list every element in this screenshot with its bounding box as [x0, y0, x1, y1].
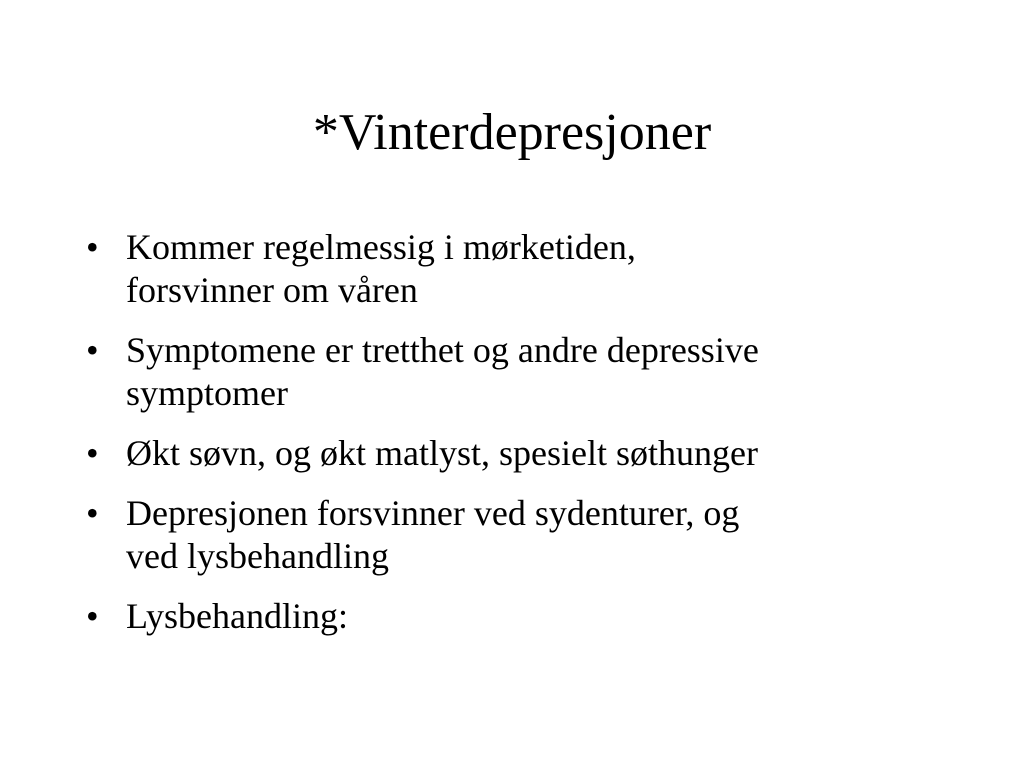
- list-item: [86, 329, 986, 415]
- bullet-text-line-1: Lysbehandling:: [126, 596, 348, 636]
- list-item: [86, 595, 986, 638]
- bullet-icon: •: [86, 227, 99, 267]
- list-item: [86, 492, 986, 578]
- slide-title: *Vinterdepresjoner: [312, 104, 712, 161]
- bullet-text-line-1: Økt søvn, og økt matlyst, spesielt søthunger: [126, 433, 758, 473]
- list-item: [86, 432, 986, 475]
- bullet-text-line-2: ved lysbehandling: [126, 536, 389, 576]
- bullet-text-line-1: Kommer regelmessig i mørketiden,: [126, 227, 636, 267]
- bullet-list: [86, 226, 986, 655]
- bullet-icon: •: [86, 596, 99, 636]
- bullet-icon: •: [86, 330, 99, 370]
- bullet-icon: •: [86, 433, 99, 473]
- bullet-text-line-1: Symptomene er tretthet og andre depressive: [126, 330, 759, 370]
- bullet-icon: •: [86, 493, 99, 533]
- list-item: [86, 226, 986, 312]
- bullet-text-line-2: forsvinner om våren: [126, 270, 418, 310]
- bullet-text-line-2: symptomer: [126, 373, 288, 413]
- bullet-text-line-1: Depresjonen forsvinner ved sydenturer, og: [126, 493, 740, 533]
